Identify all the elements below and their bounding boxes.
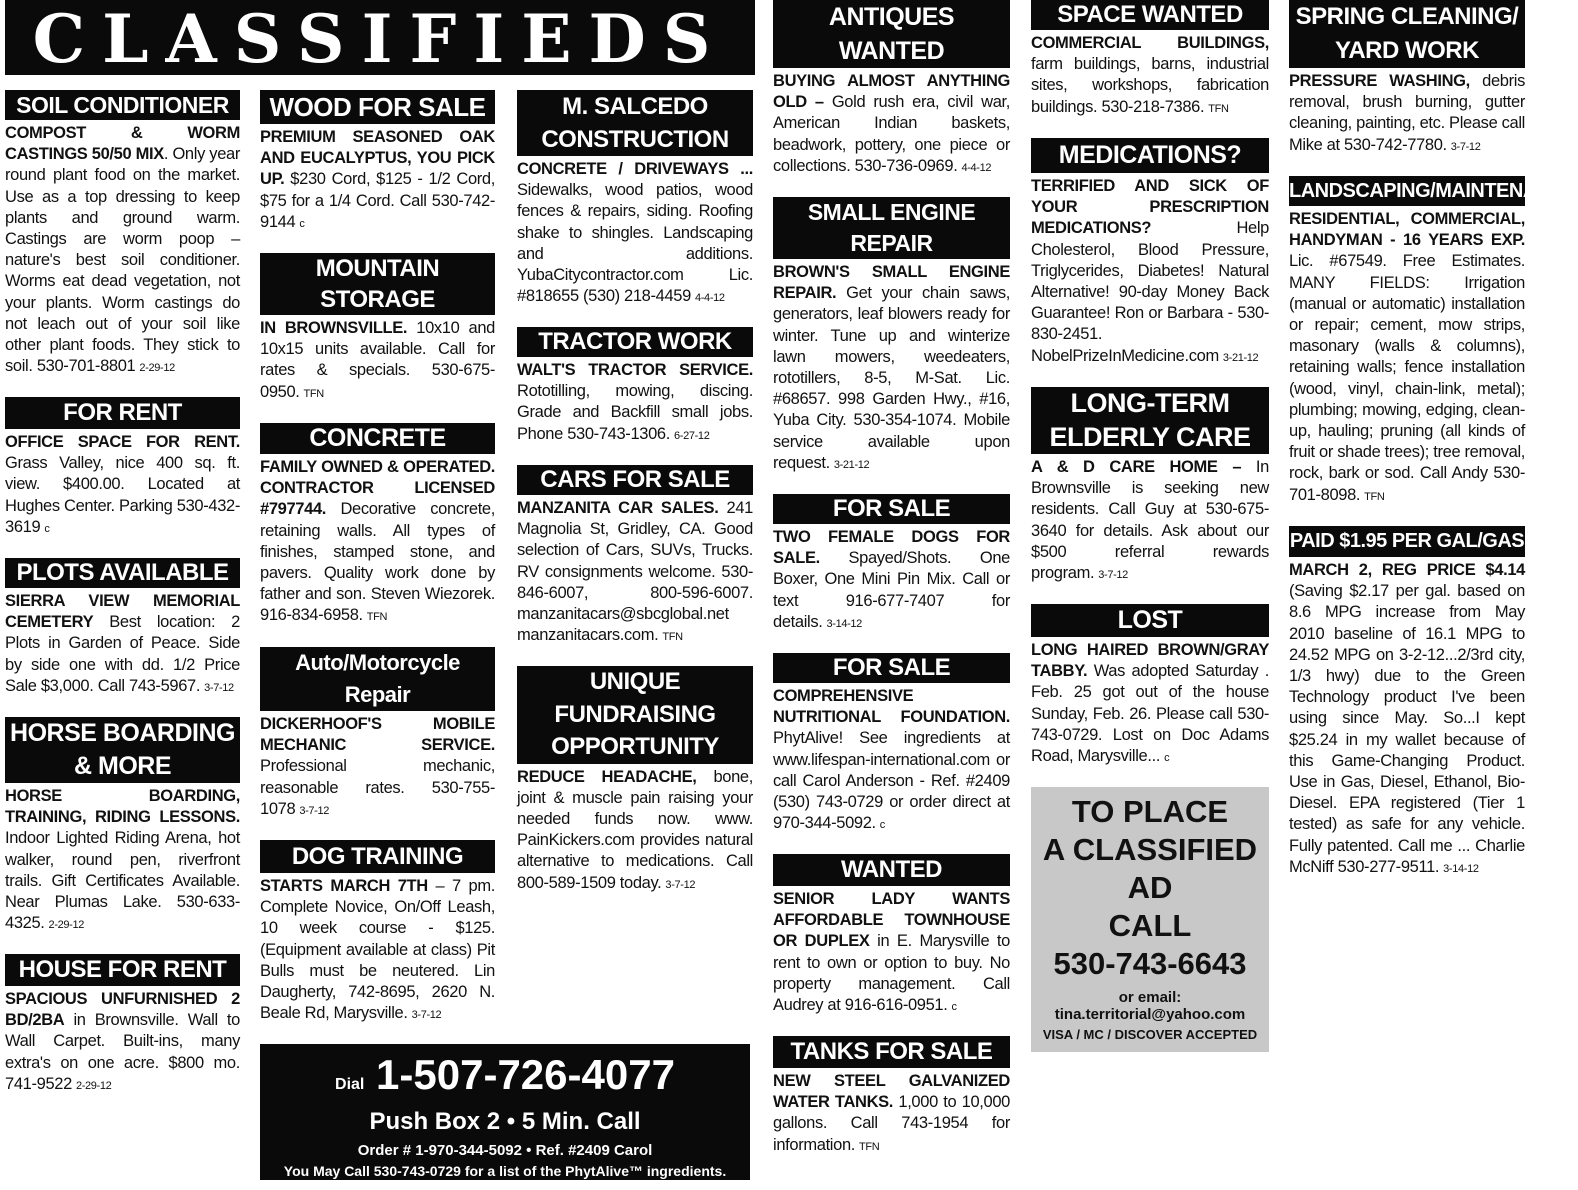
ad-lead: FAMILY OWNED & OPERATED. CONTRACTOR LICENSED #797744. — [260, 458, 495, 519]
ad-heading: SPRING CLEANING/ YARD WORK — [1289, 0, 1525, 68]
ad-text: Grass Valley, nice 400 sq. ft. view. $400.00. Located at Hughes Center. Parking 530-432-3619 — [5, 454, 240, 536]
ad-body — [260, 127, 495, 235]
ad-lead: OFFICE SPACE FOR RENT. — [5, 433, 240, 451]
ad-date-code: 2-29-12 — [139, 362, 175, 375]
ad-body — [1031, 176, 1269, 369]
place-ad-headline: TO PLACE A CLASSIFIED AD CALL 530-743-6643 — [1042, 794, 1258, 981]
classified-ad — [773, 854, 1010, 1018]
ad-lead: PRESSURE WASHING, — [1289, 72, 1470, 90]
ad-lead: SENIOR LADY WANTS AFFORDABLE TOWNHOUSE OR DUPLEX — [773, 890, 1010, 951]
ad-lead: TERRIFIED AND SICK OF YOUR PRESCRIPTION MEDICATIONS? — [1031, 177, 1269, 238]
ad-date-code: 4-4-12 — [961, 161, 992, 174]
ad-date-code: 4-4-12 — [694, 292, 725, 305]
dial-label: Dial — [335, 1076, 365, 1093]
classified-ad — [260, 647, 495, 822]
classified-ad — [517, 90, 753, 309]
ad-date-code: 3-7-12 — [1450, 140, 1481, 153]
ad-heading: TRACTOR WORK — [517, 327, 753, 357]
ad-lead: DICKERHOOF'S MOBILE MECHANIC SERVICE. — [260, 715, 495, 755]
ad-lead: RESIDENTIAL, COMMERCIAL, HANDYMAN - 16 YEARS EXP. — [1289, 210, 1525, 250]
ad-lead: COMMERCIAL BUILDINGS, — [1031, 34, 1269, 52]
classified-ad — [260, 840, 495, 1026]
ad-lead: PREMIUM SEASONED OAK AND EUCALYPTUS, YOU PICK UP. — [260, 128, 495, 189]
phone-line3: Order # 1-970-344-5092 • Ref. #2409 Carol — [357, 1142, 653, 1159]
ad-lead: TWO FEMALE DOGS FOR SALE. — [773, 528, 1010, 568]
classified-ad — [5, 558, 240, 699]
ad-body — [773, 262, 1010, 476]
ad-date-code: c — [1164, 752, 1170, 765]
ad-date-code: 3-14-12 — [826, 617, 862, 630]
classified-ad — [5, 90, 240, 379]
classified-ad — [773, 197, 1010, 476]
ad-heading: TANKS FOR SALE — [773, 1036, 1010, 1068]
ad-body — [517, 159, 753, 309]
ad-heading: FOR SALE — [773, 653, 1010, 683]
classified-ad — [1031, 138, 1269, 369]
ad-text: 1,000 to 10,000 gallons. Call 743-1954 for information. — [773, 1093, 1010, 1154]
ad-body — [5, 786, 240, 936]
classified-ad — [517, 666, 753, 896]
ad-text: Spayed/Shots. One Boxer, One Mini Pin Mix. Call or text 916-677-7407 for details. — [773, 549, 1010, 631]
ad-heading: PAID $1.95 PER GAL/GAS — [1289, 526, 1525, 557]
classified-ad — [1289, 0, 1525, 158]
phone-number: 1-507-726-4077 — [376, 1051, 675, 1098]
ad-heading: CONCRETE — [260, 423, 495, 454]
ad-date-code: 3-21-12 — [1222, 351, 1259, 364]
ad-body — [260, 318, 495, 405]
ad-heading: CARS FOR SALE — [517, 465, 753, 495]
classified-ad — [1031, 387, 1269, 586]
ad-body — [773, 71, 1010, 179]
ad-heading: SPACE WANTED — [1031, 0, 1269, 30]
ad-heading: SOIL CONDITIONER — [5, 90, 240, 120]
classified-ad — [1289, 526, 1525, 880]
classified-ad — [517, 465, 753, 648]
ad-date-code: 3-7-12 — [411, 1009, 442, 1022]
ad-date-code: 3-7-12 — [665, 878, 696, 891]
ad-text: Best location: 2 Plots in Garden of Peace. Side by side one with dd. 1/2 Price Sale $3,000. Call 743-5967. — [5, 613, 240, 695]
classified-ad — [260, 90, 495, 235]
place-ad-cards: VISA / MC / DISCOVER ACCEPTED — [1042, 1027, 1258, 1042]
ad-lead: COMPOST & WORM CASTINGS 50/50 MIX — [5, 124, 240, 164]
ad-heading: MEDICATIONS? — [1031, 138, 1269, 173]
ad-heading: UNIQUE FUNDRAISING OPPORTUNITY — [517, 666, 753, 764]
ad-lead: IN BROWNSVILLE. — [260, 319, 408, 337]
ad-date-code: TFN — [1364, 490, 1385, 503]
classified-ad — [260, 253, 495, 405]
masthead-title: CLASSIFIEDS — [5, 0, 755, 75]
ad-text: Decorative concrete, retaining walls. All types of finishes, stamped stone, and pavers. Quality work done by father and son. Steven Wiezorek. 916-834-6958. — [260, 500, 495, 625]
ad-date-code: 3-7-12 — [1098, 569, 1128, 582]
ad-text: Was adopted Saturday . Feb. 25 got out of the house Sunday, Feb. 26. Please call 530-743-0729. Lost on Doc Adams Road, Marysville... — [1031, 662, 1269, 766]
ad-body — [517, 360, 753, 447]
ad-body — [773, 889, 1010, 1018]
ad-date-code: TFN — [303, 387, 324, 400]
classified-ad — [1031, 0, 1269, 120]
ad-body — [773, 686, 1010, 836]
phone-line2: Push Box 2 • 5 Min. Call — [369, 1108, 641, 1135]
classified-ad — [517, 327, 753, 447]
ad-lead: NEW STEEL GALVANIZED WATER TANKS. — [773, 1072, 1010, 1112]
ad-text: $230 Cord, $125 - 1/2 Cord, $75 for a 1/4 Cord. Call 530-742-9144 — [260, 170, 495, 231]
ad-body — [260, 714, 495, 822]
ad-lead: STARTS MARCH 7TH — [260, 877, 428, 895]
ad-body — [5, 591, 240, 699]
ad-heading: HORSE BOARDING & MORE — [5, 717, 240, 783]
ad-date-code: TFN — [1208, 102, 1229, 115]
ad-text: farm buildings, barns, industrial sites, workshops, fabrication buildings. 530-218-7386. — [1031, 55, 1269, 116]
ad-text: Get your chain saws, generators, leaf blowers ready for winter. Tune up and winterize lawn mowers, weedeaters, rototillers, 8-5, M-Sat. Lic. #68657. 998 Garden Hwy., #16, Yuba City. 530-354-1074. Mobile service available upon request. — [773, 284, 1010, 472]
ad-body — [517, 767, 753, 896]
ad-text: 10x10 and 10x15 units available. Call for rates & specials. 530-675-0950. — [260, 319, 495, 401]
ad-lead: MARCH 2, REG PRICE $4.14 — [1289, 561, 1525, 579]
ad-lead: BUYING ALMOST ANYTHING OLD – — [773, 72, 1010, 112]
ad-date-code: 3-14-12 — [1443, 862, 1479, 875]
classified-ad — [5, 954, 240, 1097]
ad-text: PhytAlive! See ingredients at www.lifespan-international.com or call Carol Anderson - Ref. #2409 (530) 743-0729 or order direct at 970-344-5092. — [773, 729, 1010, 833]
ad-date-code: 2-29-12 — [75, 1079, 112, 1092]
ad-body — [773, 527, 1010, 635]
ad-text: . Only year round plant food on the market. Use as a top dressing to keep plants and ground warm. Castings are worm poop – nature's best soil conditioner. Worms eat dead vegetation, not your plants. Worm castings do not leach out of your soil like other plant foods. They stick to soil. 530-701-8801 — [5, 145, 240, 376]
ad-text: Help Cholesterol, Blood Pressure, Triglycerides, Diabetes! Natural Alternative! 90-day Money Back Guarantee! Ron or Barbara - 530-830-2451. NobelPrizeInMedicine.com — [1031, 219, 1269, 365]
classified-ad — [1031, 604, 1269, 769]
classified-ad — [773, 0, 1010, 179]
ad-text: – 7 pm. Complete Novice, On/Off Leash, 10 week course - $125. (Equipment available at class) Pit Bulls must be neutered. Lin Daugherty, 742-8695, 2620 N. Beale Rd, Marysville. — [260, 877, 495, 1023]
ad-text: 241 Magnolia St, Gridley, CA. Good selection of Cars, SUVs, Trucks. RV consignments welcome. 530-846-6007, 800-596-6007. manzanitacars@sbcglobal.net manzanitacars.com. — [517, 499, 753, 645]
ad-date-code: 3-21-12 — [833, 458, 870, 471]
ad-date-code: c — [299, 217, 305, 230]
classified-ad — [773, 653, 1010, 836]
classified-ad — [5, 397, 240, 540]
ad-heading: LONG-TERM ELDERLY CARE — [1031, 387, 1269, 454]
ad-heading: MOUNTAIN STORAGE — [260, 253, 495, 315]
ad-lead: REDUCE HEADACHE, — [517, 767, 697, 786]
classified-ad — [773, 494, 1010, 635]
ad-lead: HORSE BOARDING, TRAINING, RIDING LESSONS. — [5, 787, 240, 827]
ad-text: Gold rush era, civil war, American Indian baskets, beadwork, pottery, one piece or collections. 530-736-0969. — [773, 93, 1011, 175]
ad-text: Rototilling, mowing, discing. Grade and Backfill small jobs. Phone 530-743-1306. — [517, 382, 753, 443]
ad-heading: LANDSCAPING/MAINTENANCE — [1289, 176, 1525, 206]
ad-heading: M. SALCEDO CONSTRUCTION — [517, 90, 753, 156]
ad-body — [5, 432, 240, 540]
ad-heading: SMALL ENGINE REPAIR — [773, 197, 1010, 259]
ad-date-code: c — [879, 819, 885, 832]
ad-body — [1031, 640, 1269, 769]
classified-ad — [260, 423, 495, 629]
ad-date-code: TFN — [662, 631, 683, 644]
place-ad-email: or email: tina.territorial@yahoo.com — [1054, 989, 1246, 1023]
ad-body — [1289, 560, 1525, 880]
ad-heading: Auto/Motorcycle Repair — [260, 647, 495, 711]
ad-heading: WANTED — [773, 854, 1010, 886]
ad-date-code: 3-7-12 — [204, 681, 234, 694]
ad-body — [773, 1071, 1010, 1158]
ad-text: Sidewalks, wood patios, wood fences & repairs, siding. Roofing shake to shingles. Landscaping and additions. YubaCitycontractor.com Lic. #818655 (530) 218-4459 — [517, 181, 753, 306]
ad-heading: FOR RENT — [5, 397, 240, 429]
place-ad-box — [1031, 787, 1269, 1052]
ad-heading: PLOTS AVAILABLE — [5, 558, 240, 588]
ad-lead: BROWN'S SMALL ENGINE REPAIR. — [773, 263, 1010, 303]
ad-body — [1289, 71, 1525, 158]
classified-ad — [773, 1036, 1010, 1158]
ad-date-code: c — [44, 522, 50, 535]
ad-body — [5, 989, 240, 1097]
ad-date-code: 2-29-12 — [48, 919, 85, 932]
ad-body — [5, 123, 240, 379]
ad-body — [1031, 33, 1269, 120]
phone-line4: You May Call 530-743-0729 for a list of the PhytAlive™ ingredients. — [283, 1163, 727, 1179]
phone-order-ad — [260, 1044, 750, 1180]
ad-lead: LONG HAIRED BROWN/GRAY TABBY. — [1031, 641, 1269, 681]
ad-text: in E. Marysville to rent to own or option to buy. No property management. Call Audrey at 916-616-0951. — [773, 932, 1010, 1015]
ad-body — [260, 876, 495, 1026]
ad-date-code: c — [951, 1001, 957, 1014]
ad-heading: ANTIQUES WANTED — [773, 0, 1010, 68]
ad-lead: SPACIOUS UNFURNISHED 2 BD/2BA — [5, 990, 240, 1030]
classified-ad — [1289, 176, 1578, 508]
ad-text: (Saving $2.17 per gal. based on 8.6 MPG increase from May 2010 baseline of 16.1 MPG to 24.52 MPG on 3-2-12...2/3rd city, 1/3 hwy) due to the Green Technology product I've been using since May. So...I kept $25.24 in my wallet because of this Game-Changing Product. Use in Gas, Diesel, Ethanol, Bio-Diesel. EPA registered (Tier 1 tested) as safe for any vehicle. Fully patented. Call me ... Charlie McNiff 530-277-9511. — [1289, 582, 1525, 876]
ad-lead: A & D CARE HOME – — [1031, 458, 1242, 476]
ad-text: bone, joint & muscle pain raising your needed funds now. www. PainKickers.com provides natural alternative to medications. Call 800-589-1509 today. — [517, 767, 753, 892]
ad-date-code: TFN — [366, 611, 388, 624]
ad-text: In Brownsville is seeking new residents. Call Guy at 530-675-3640 for details. Ask about our $500 referral rewards program. — [1031, 458, 1269, 583]
ad-body — [260, 457, 495, 629]
ad-date-code: TFN — [859, 1140, 880, 1153]
classified-ad — [5, 717, 240, 936]
ad-text: in Brownsville. Wall to Wall Carpet. Built-ins, many extra's on one acre. $800 mo. 741-9522 — [5, 1011, 240, 1093]
ad-text: debris removal, brush burning, gutter cleaning, painting, etc. Please call Mike at 530-742-7780. — [1289, 72, 1525, 154]
ad-heading: WOOD FOR SALE — [260, 90, 495, 124]
ad-lead: MANZANITA CAR SALES. — [517, 499, 719, 517]
ad-heading: DOG TRAINING — [260, 840, 495, 873]
ad-date-code: 6-27-12 — [674, 429, 710, 442]
ad-lead: SIERRA VIEW MEMORIAL CEMETERY — [5, 592, 240, 632]
ad-heading: LOST — [1031, 604, 1269, 637]
ad-heading: FOR SALE — [773, 494, 1010, 524]
ad-body — [517, 498, 753, 648]
ad-lead: WALT'S TRACTOR SERVICE. — [517, 361, 753, 379]
ad-body — [1289, 209, 1525, 508]
ad-text: Lic. #67549. Free Estimates. MANY FIELDS: Irrigation (manual or automatic) installation or repair; cement, mow strips, masonary (walls & columns), retaining walls; fence installation (wood, vinyl, chain-link, metal); plumbing; mowing, edging, clean-up, hauling; pruning (all kinds of fruit or shade trees); tree removal, rock, bark or sod. Call Andy 530-701-8098. — [1289, 252, 1525, 504]
ad-text: Indoor Lighted Riding Arena, hot walker, round pen, riverfront trails. Gift Certificates Available. Near Plumas Lake. 530-633-4325. — [5, 829, 240, 933]
ad-lead: COMPREHENSIVE NUTRITIONAL FOUNDATION. — [773, 687, 1010, 727]
ad-body — [1031, 457, 1269, 586]
ad-heading: HOUSE FOR RENT — [5, 954, 240, 986]
ad-date-code: 3-7-12 — [299, 804, 330, 817]
ad-text: Professional mechanic, reasonable rates. 530-755-1078 — [260, 757, 495, 818]
ad-lead: CONCRETE / DRIVEWAYS ... — [517, 160, 753, 178]
